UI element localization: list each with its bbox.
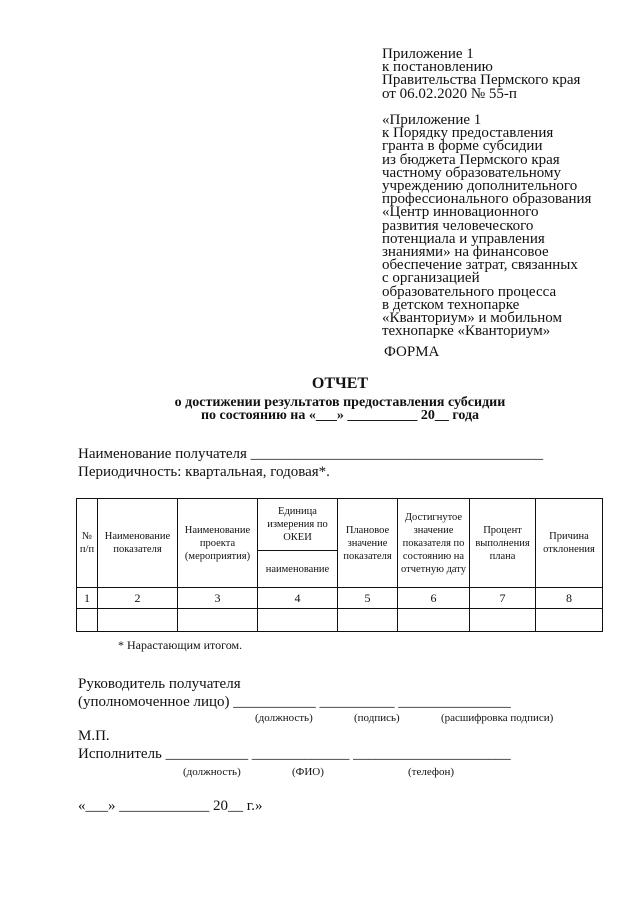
order-line: технопарке «Кванториум» bbox=[382, 323, 551, 340]
form-label: ФОРМА bbox=[384, 344, 440, 360]
appendix-line: Правительства Пермского края bbox=[382, 72, 581, 89]
table-cell bbox=[536, 609, 603, 632]
order-line: к Порядку предоставления bbox=[382, 125, 554, 142]
table-cell bbox=[470, 609, 536, 632]
column-number: 2 bbox=[98, 588, 178, 609]
order-line: «Приложение 1 bbox=[382, 112, 482, 128]
header-unit-name: наименование bbox=[258, 551, 338, 588]
order-line: «Кванториум» и мобильном bbox=[382, 310, 562, 327]
column-number: 3 bbox=[178, 588, 258, 609]
periodicity: Периодичность: квартальная, годовая*. bbox=[78, 464, 330, 480]
order-line: потенциала и управления bbox=[382, 230, 545, 247]
footnote: * Нарастающим итогом. bbox=[118, 638, 243, 652]
order-line: «Центр инновационного bbox=[382, 204, 539, 221]
recipient-name-field: Наименование получателя _______________________________________ bbox=[78, 446, 544, 462]
caption-phone: (телефон) bbox=[408, 766, 455, 778]
header-unit: Единица измерения по ОКЕИ bbox=[258, 499, 338, 551]
report-table bbox=[76, 498, 603, 632]
order-line: обеспечение затрат, связанных bbox=[382, 257, 578, 274]
appendix-block bbox=[382, 48, 580, 101]
column-number: 6 bbox=[398, 588, 470, 609]
header-achieved: Достигнутое значение показателя по состоянию на отчетную дату bbox=[398, 499, 470, 588]
column-number: 8 bbox=[536, 588, 603, 609]
header-percent: Процент выполнения плана bbox=[470, 499, 536, 588]
report-date-line: по состоянию на «___» __________ 20__ года bbox=[200, 408, 480, 423]
caption-decoding: (расшифровка подписи) bbox=[441, 712, 554, 724]
order-line: развития человеческого bbox=[382, 217, 534, 234]
table-cell bbox=[77, 609, 98, 632]
table-cell bbox=[338, 609, 398, 632]
stamp-label: М.П. bbox=[78, 728, 110, 744]
header-reason: Причина отклонения bbox=[536, 499, 603, 588]
appendix-line: к постановлению bbox=[382, 59, 493, 76]
header-num: № п/п bbox=[77, 499, 98, 588]
column-number: 1 bbox=[77, 588, 98, 609]
order-line: профессионального образования bbox=[382, 191, 592, 208]
order-appendix-block bbox=[382, 114, 591, 338]
table-cell bbox=[178, 609, 258, 632]
caption-executor-position: (должность) bbox=[183, 766, 241, 778]
column-number: 7 bbox=[470, 588, 536, 609]
order-line: образовательного процесса bbox=[382, 283, 557, 300]
table-row bbox=[77, 609, 603, 632]
order-line: из бюджета Пермского края bbox=[382, 151, 560, 168]
caption-position: (должность) bbox=[255, 712, 313, 724]
executor-line: Исполнитель ___________ _____________ _____________________ bbox=[78, 746, 511, 762]
order-line: гранта в форме субсидии bbox=[382, 138, 543, 155]
column-number: 5 bbox=[338, 588, 398, 609]
header-planned: Плановое значение показателя bbox=[338, 499, 398, 588]
report-title: ОТЧЕТ bbox=[311, 375, 369, 392]
column-number: 4 bbox=[258, 588, 338, 609]
header-project: Наименование проекта (мероприятия) bbox=[178, 499, 258, 588]
caption-fio: (ФИО) bbox=[292, 766, 324, 778]
table-cell bbox=[258, 609, 338, 632]
appendix-line: Приложение 1 bbox=[382, 46, 474, 62]
order-line: учреждению дополнительного bbox=[382, 178, 578, 195]
table-cell bbox=[98, 609, 178, 632]
header-indicator: Наименование показателя bbox=[98, 499, 178, 588]
head-signature-line: (уполномоченное лицо) ___________ __________ _______________ bbox=[78, 694, 511, 710]
caption-signature: (подпись) bbox=[354, 712, 400, 724]
order-line: в детском технопарке bbox=[382, 296, 520, 313]
order-line: частному образовательному bbox=[382, 164, 561, 181]
report-subtitle: о достижении результатов предоставления субсидии bbox=[174, 395, 506, 410]
head-label: Руководитель получателя bbox=[78, 676, 241, 692]
appendix-line: от 06.02.2020 № 55-п bbox=[382, 85, 517, 102]
date-line: «___» ____________ 20__ г.» bbox=[78, 798, 263, 814]
table-cell bbox=[398, 609, 470, 632]
order-line: знаниями» на финансовое bbox=[382, 244, 549, 261]
order-line: с организацией bbox=[382, 270, 480, 287]
